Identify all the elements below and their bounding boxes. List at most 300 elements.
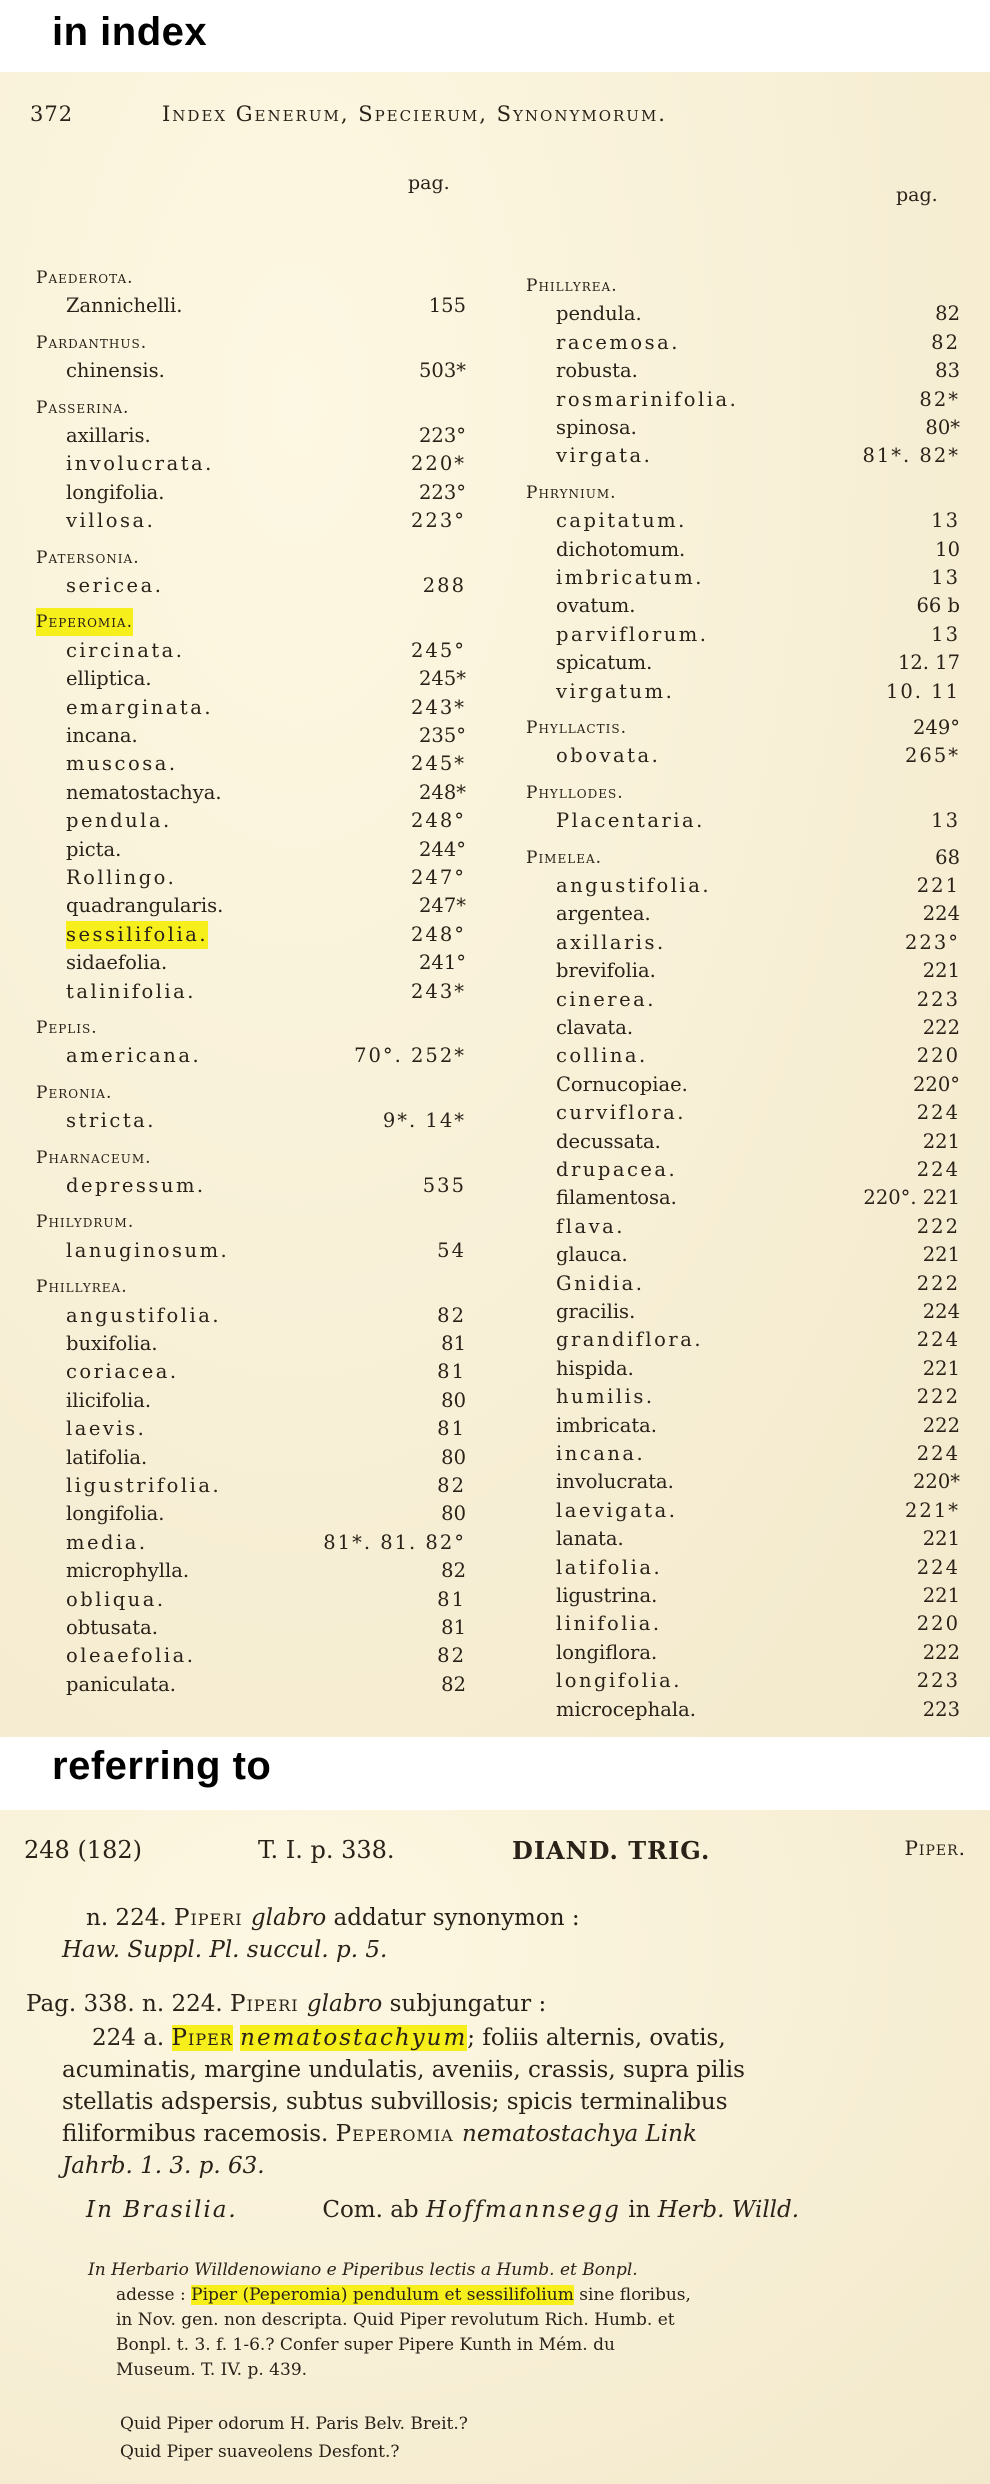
species-name: linifolia. <box>556 1612 662 1636</box>
species-name: angustifolia. <box>66 1303 222 1327</box>
species-name: drupacea. <box>556 1158 678 1181</box>
page-reference: 224 <box>916 1328 960 1352</box>
index-species-row <box>526 1440 960 1468</box>
pag-label-right: pag. <box>896 184 938 206</box>
note-line2 <box>116 2283 691 2308</box>
entry2-line7 <box>86 2194 799 2226</box>
species-name: virgata. <box>556 444 653 468</box>
index-species-row <box>36 1444 466 1472</box>
species-name: depressum. <box>66 1174 206 1197</box>
page-reference: 66 b <box>916 594 960 618</box>
page-reference: 81*. 81. 82° <box>323 1530 466 1554</box>
page-reference: 82 <box>935 302 960 326</box>
species-name: latifolia. <box>556 1555 663 1579</box>
page-reference: 224 <box>922 1300 960 1323</box>
species-name: nematostachya. <box>66 780 222 804</box>
index-species-row <box>526 900 960 928</box>
index-species-row <box>526 1468 960 1496</box>
index-species-row <box>36 864 466 892</box>
species-name: Cornucopiae. <box>556 1072 688 1096</box>
entry2-locality: In Brasilia. <box>86 2197 238 2223</box>
index-genus-row <box>36 1079 466 1107</box>
index-species-row <box>526 564 960 592</box>
species-name: ligustrifolia. <box>66 1474 222 1497</box>
page-reference: 220 <box>916 1044 960 1068</box>
reference-page-header <box>24 1836 966 1876</box>
genus-name: Passerina. <box>36 397 130 418</box>
index-page-number: 372 <box>30 102 74 126</box>
species-name: picta. <box>66 837 122 861</box>
page-reference: 70°. 252* <box>354 1044 466 1068</box>
index-genus-row <box>36 608 466 636</box>
page-reference: 82 <box>437 1303 466 1327</box>
note-line1: In Herbario Willdenowiano e Piperibus lectis a Humb. et Bonpl. <box>88 2260 638 2280</box>
page-reference: 9*. 14* <box>382 1109 466 1133</box>
index-species-row <box>36 921 466 949</box>
index-species-row <box>36 1302 466 1330</box>
note-sine-floribus: sine floribus, <box>573 2285 691 2305</box>
page-reference: 82 <box>931 330 960 354</box>
species-name: clavata. <box>556 1016 634 1039</box>
heading-in-index: in index <box>52 10 208 54</box>
species-name: sidaefolia. <box>66 951 168 975</box>
index-species-row <box>36 1500 466 1528</box>
species-name: Placentaria. <box>556 809 705 833</box>
page-reference: 222 <box>916 1271 960 1295</box>
entry2-description-start: ; foliis alternis, ovatis, <box>467 2025 726 2051</box>
reference-volume-ref: T. I. p. 338. <box>258 1836 395 1864</box>
genus-name: Phillyrea. <box>36 1277 128 1298</box>
page-reference: 235° <box>419 724 466 747</box>
page-reference: 224 <box>916 1158 960 1181</box>
entry1-number: n. 224. <box>86 1905 174 1931</box>
species-name: obtusata. <box>66 1616 158 1639</box>
page-reference: 80* <box>925 416 960 439</box>
index-species-row <box>36 507 466 535</box>
index-genus-row <box>526 272 960 300</box>
page-reference: 13 <box>931 509 960 533</box>
species-name: filamentosa. <box>556 1186 677 1210</box>
species-name: emarginata. <box>66 695 214 719</box>
index-species-row <box>36 637 466 665</box>
note-line3: in Nov. gen. non descripta. Quid Piper revolutum Rich. Humb. et <box>116 2310 675 2330</box>
entry1-text: addatur synonymon : <box>326 1905 580 1931</box>
note-line4: Bonpl. t. 3. f. 1-6.? Confer super Pipere Kunth in Mém. du <box>116 2335 615 2355</box>
page-reference: 221 <box>922 1584 960 1607</box>
species-name: microcephala. <box>556 1697 696 1721</box>
index-genus-row <box>36 1208 466 1236</box>
index-species-row <box>526 300 960 328</box>
page-reference: 223° <box>419 480 466 504</box>
index-species-row <box>36 422 466 450</box>
species-name: robusta. <box>556 359 638 383</box>
index-species-row <box>526 357 960 385</box>
index-species-row <box>526 507 960 535</box>
species-name: Gnidia. <box>556 1271 645 1295</box>
species-name: longifolia. <box>556 1669 683 1693</box>
page-reference: 221 <box>922 1356 960 1380</box>
entry2-number: 224 a. <box>92 2025 172 2051</box>
genus-name: Peplis. <box>36 1018 98 1038</box>
genus-name: Pimelea. <box>526 847 603 868</box>
species-name: ligustrina. <box>556 1584 658 1607</box>
entry2-line1 <box>26 1988 546 2020</box>
index-species-row <box>526 1270 960 1298</box>
page-reference: 265* <box>905 744 960 768</box>
entry1-species: glabro <box>250 1905 327 1931</box>
index-species-row <box>526 678 960 706</box>
page-reference: 220 <box>916 1612 960 1636</box>
index-species-row <box>36 750 466 778</box>
species-name: involucrata. <box>66 452 214 476</box>
page-reference: 222 <box>916 1385 960 1409</box>
index-species-row <box>526 1241 960 1269</box>
index-species-row <box>36 450 466 478</box>
species-name: argentea. <box>556 902 651 926</box>
genus-name: Phyllodes. <box>526 782 624 803</box>
index-species-row <box>526 986 960 1014</box>
species-name: ovatum. <box>556 594 636 618</box>
species-name: capitatum. <box>556 509 687 533</box>
page-reference: 155 <box>428 294 466 318</box>
species-name: brevifolia. <box>556 959 656 983</box>
page-reference: 82 <box>441 1672 466 1696</box>
page-reference: 243* <box>411 695 466 719</box>
genus-name: Phrynium. <box>526 482 617 503</box>
entry2-com: Com. ab <box>322 2197 426 2223</box>
page-reference: 220°. 221 <box>863 1186 960 1210</box>
index-species-row <box>526 621 960 649</box>
page-reference: 222 <box>916 1214 960 1238</box>
genus-name: Peperomia. <box>36 608 133 636</box>
index-species-row <box>526 1042 960 1070</box>
genus-name: Pardanthus. <box>36 332 148 353</box>
reference-section-title: DIAND. TRIG. <box>512 1836 711 1865</box>
note-piper-highlight: Piper (Peperomia) pendulum et sessilifolium <box>191 2285 574 2305</box>
index-species-row <box>36 1358 466 1386</box>
species-name: rosmarinifolia. <box>556 387 739 411</box>
page-reference: 13 <box>931 809 960 833</box>
entry1-genus: Piperi <box>173 1905 251 1931</box>
species-name: involucrata. <box>556 1470 674 1494</box>
species-name: spinosa. <box>556 416 637 439</box>
entry2-in: in <box>620 2197 658 2223</box>
index-species-row <box>36 694 466 722</box>
species-name: pendula. <box>66 809 172 833</box>
page-reference: 221 <box>922 1129 960 1153</box>
page-reference: 221 <box>922 959 960 983</box>
index-species-row <box>526 742 960 770</box>
species-name: collina. <box>556 1044 648 1068</box>
index-species-row <box>526 1355 960 1383</box>
species-name: ilicifolia. <box>66 1388 152 1412</box>
index-species-row <box>36 1330 466 1358</box>
genus-name: Pharnaceum. <box>36 1147 152 1168</box>
species-name: chinensis. <box>66 359 165 383</box>
species-name: longifolia. <box>66 1502 165 1526</box>
index-genus-row <box>36 1144 466 1172</box>
species-name: hispida. <box>556 1356 634 1380</box>
index-species-row <box>36 722 466 750</box>
reference-page-scan <box>0 1810 990 2484</box>
species-name: lanuginosum. <box>66 1238 230 1262</box>
entry2-collector: Hoffmannsegg <box>425 2197 621 2223</box>
index-genus-row <box>36 264 466 292</box>
page-reference: 81*. 82* <box>862 444 960 468</box>
species-name: muscosa. <box>66 752 178 776</box>
species-name: obovata. <box>556 744 661 768</box>
index-species-row <box>36 807 466 835</box>
genus-name: Peronia. <box>36 1082 113 1103</box>
page-reference: 223° <box>411 509 466 533</box>
index-page-scan <box>0 72 990 1737</box>
page-reference: 224 <box>922 902 960 926</box>
note-adesse: adesse : <box>116 2285 192 2305</box>
index-species-row <box>526 1610 960 1638</box>
entry2-line4: stellatis adspersis, subtus subvillosis; spicis terminalibus <box>62 2089 728 2115</box>
index-species-row <box>526 1667 960 1695</box>
index-species-row <box>526 414 960 442</box>
species-name: incana. <box>66 724 138 747</box>
index-species-row <box>526 1412 960 1440</box>
quid-line1: Quid Piper odorum H. Paris Belv. Breit.? <box>120 2414 468 2434</box>
index-genus-row <box>36 1273 466 1301</box>
species-name: sericea. <box>66 574 164 597</box>
index-species-row <box>36 479 466 507</box>
page-reference: 82* <box>919 387 960 411</box>
page-reference: 220* <box>411 452 466 476</box>
page-reference: 82 <box>441 1559 466 1583</box>
page-reference: 80 <box>441 1502 466 1526</box>
genus-name: Phyllactis. <box>526 718 627 738</box>
species-name: decussata. <box>556 1129 661 1153</box>
index-species-row <box>526 442 960 470</box>
index-species-row <box>526 1156 960 1184</box>
genus-name: Patersonia. <box>36 547 140 568</box>
index-species-row <box>526 1213 960 1241</box>
entry2-species: glabro <box>306 1991 383 2017</box>
entry2-filiformibus: filiformibus racemosis. <box>62 2121 336 2147</box>
entry2-link: nematostachya Link <box>462 2121 697 2147</box>
species-name: cinerea. <box>556 987 656 1011</box>
species-name: spicatum. <box>556 651 653 675</box>
page-reference: 13 <box>931 566 960 589</box>
quid-line2: Quid Piper suaveolens Desfont.? <box>120 2442 400 2462</box>
reference-page-number: 248 (182) <box>24 1836 142 1864</box>
page-reference: 248* <box>419 780 466 804</box>
entry2-text: subjungatur : <box>382 1991 547 2017</box>
index-species-row <box>36 357 466 385</box>
species-name: glauca. <box>556 1243 628 1267</box>
genus-name: Phillyrea. <box>526 276 618 296</box>
index-species-row <box>36 1107 466 1135</box>
page-reference: 82 <box>437 1644 466 1668</box>
index-genus-row <box>36 329 466 357</box>
index-species-row <box>36 1387 466 1415</box>
index-species-row <box>36 1642 466 1670</box>
page-reference: 81 <box>437 1417 466 1441</box>
species-name: media. <box>66 1530 148 1554</box>
page-reference: 81 <box>441 1332 466 1355</box>
index-species-row <box>36 779 466 807</box>
species-name: obliqua. <box>66 1587 166 1611</box>
index-species-row <box>36 1415 466 1443</box>
species-name: curviflora. <box>556 1101 686 1125</box>
heading-referring-to: referring to <box>52 1744 272 1788</box>
species-name: axillaris. <box>556 930 666 954</box>
index-genus-row <box>36 394 466 422</box>
index-species-row <box>526 1497 960 1525</box>
page-reference: 81 <box>441 1616 466 1639</box>
page-reference: 243* <box>411 979 466 1003</box>
species-name: laevis. <box>66 1417 147 1441</box>
entry1-line1 <box>86 1902 580 1934</box>
species-name: Rollingo. <box>66 866 177 889</box>
species-name: laevigata. <box>556 1498 678 1522</box>
entry2-line5 <box>62 2118 697 2150</box>
entry2-peperomia: Peperomia <box>335 2121 463 2147</box>
species-name: dichotomum. <box>556 537 686 561</box>
species-name: longiflora. <box>556 1640 658 1664</box>
page-reference: 223 <box>916 987 960 1011</box>
species-name: Zannichelli. <box>66 294 183 318</box>
page-reference: 223 <box>916 1669 960 1693</box>
page-reference: 220° <box>913 1072 960 1096</box>
page-reference: 81 <box>437 1587 466 1611</box>
species-name: humilis. <box>556 1385 655 1409</box>
page-reference: 224 <box>916 1555 960 1579</box>
index-species-row <box>526 1383 960 1411</box>
species-name: paniculata. <box>66 1672 176 1696</box>
index-species-row <box>36 1172 466 1200</box>
page-reference: 503* <box>419 359 466 383</box>
page-reference: 80 <box>441 1445 466 1469</box>
index-species-row <box>526 1128 960 1156</box>
index-species-row <box>526 649 960 677</box>
page-reference: 222 <box>922 1640 960 1664</box>
page-reference: 224 <box>916 1101 960 1125</box>
index-species-row <box>36 1614 466 1642</box>
page-reference: 244° <box>419 837 466 861</box>
species-name: elliptica. <box>66 667 152 691</box>
species-name: latifolia. <box>66 1445 148 1469</box>
page-reference: 221 <box>922 1527 960 1551</box>
species-name: flava. <box>556 1214 625 1238</box>
pag-label-left: pag. <box>408 172 450 194</box>
species-name: imbricata. <box>556 1413 657 1437</box>
page-reference: 82 <box>437 1474 466 1497</box>
page-reference: 221* <box>905 1498 960 1522</box>
index-genus-row <box>526 779 960 807</box>
index-species-row <box>526 1014 960 1042</box>
index-genus-row <box>526 844 960 872</box>
page-reference: 12. 17 <box>897 651 960 675</box>
index-species-row <box>526 536 960 564</box>
species-name: incana. <box>556 1442 646 1465</box>
page-reference: 83 <box>935 359 960 383</box>
index-species-row <box>526 386 960 414</box>
index-species-row <box>526 1071 960 1099</box>
page-reference: 13 <box>931 622 960 646</box>
index-species-row <box>526 1326 960 1354</box>
page-reference: 220* <box>913 1470 960 1494</box>
index-species-row <box>36 665 466 693</box>
species-name: pendula. <box>556 302 642 326</box>
entry2-line6: Jahrb. 1. 3. p. 63. <box>62 2153 265 2179</box>
index-genus-row <box>36 544 466 572</box>
page-reference: 222 <box>922 1016 960 1039</box>
species-name: parviflorum. <box>556 622 709 646</box>
page-reference: 223 <box>922 1697 960 1721</box>
index-species-row <box>36 572 466 600</box>
species-name: lanata. <box>556 1527 624 1551</box>
species-name: circinata. <box>66 638 185 662</box>
index-species-row <box>526 957 960 985</box>
index-species-row <box>526 1099 960 1127</box>
page-reference: 221 <box>922 1243 960 1267</box>
species-name: quadrangularis. <box>66 894 224 918</box>
page-reference: 248° <box>411 922 466 946</box>
page-reference: 247° <box>411 866 466 889</box>
species-name: sessilifolia. <box>66 921 208 949</box>
page-reference: 68 <box>935 845 960 869</box>
index-page-title: Index Generum, Specierum, Synonymorum. <box>162 102 667 126</box>
page-reference: 245° <box>411 638 466 662</box>
genus-name: Paederota. <box>36 268 134 288</box>
reference-genus: Piper. <box>904 1836 966 1860</box>
species-name: talinifolia. <box>66 979 196 1003</box>
index-species-row <box>36 1237 466 1265</box>
index-species-row <box>36 1042 466 1070</box>
index-species-row <box>526 1582 960 1610</box>
page-reference: 223° <box>419 424 466 447</box>
species-name: axillaris. <box>66 424 151 447</box>
page-reference: 241° <box>419 951 466 975</box>
page-reference: 224 <box>916 1442 960 1465</box>
index-species-row <box>526 1298 960 1326</box>
entry1-line2: Haw. Suppl. Pl. succul. p. 5. <box>62 1937 388 1963</box>
index-species-row <box>526 807 960 835</box>
page-reference: 248° <box>411 809 466 833</box>
index-genus-row <box>526 479 960 507</box>
index-species-row <box>36 1529 466 1557</box>
page-reference: 245* <box>411 752 466 776</box>
index-species-row <box>526 329 960 357</box>
page-reference: 10 <box>935 537 960 561</box>
index-species-row <box>526 1525 960 1553</box>
entry2-line3: acuminatis, margine undulatis, aveniis, crassis, supra pilis <box>62 2057 745 2083</box>
index-species-row <box>36 1557 466 1585</box>
index-species-row <box>36 1671 466 1699</box>
index-genus-row <box>526 714 960 742</box>
entry2-nematostachyum-highlight: nematostachyum <box>240 2025 468 2051</box>
index-species-row <box>36 836 466 864</box>
page-reference: 247* <box>419 894 466 918</box>
note-line5: Museum. T. IV. p. 439. <box>116 2360 308 2380</box>
index-species-row <box>526 592 960 620</box>
page-reference: 80 <box>441 1388 466 1412</box>
entry2-herbarium: Herb. Willd. <box>657 2197 800 2223</box>
page-reference: 81 <box>437 1360 466 1384</box>
page-reference: 54 <box>437 1238 466 1262</box>
species-name: virgatum. <box>556 679 675 703</box>
page-reference: 223° <box>905 930 960 954</box>
page-reference: 249° <box>913 716 960 739</box>
index-species-row <box>36 1586 466 1614</box>
index-page-header <box>30 102 960 142</box>
species-name: villosa. <box>66 509 156 533</box>
index-species-row <box>36 292 466 320</box>
